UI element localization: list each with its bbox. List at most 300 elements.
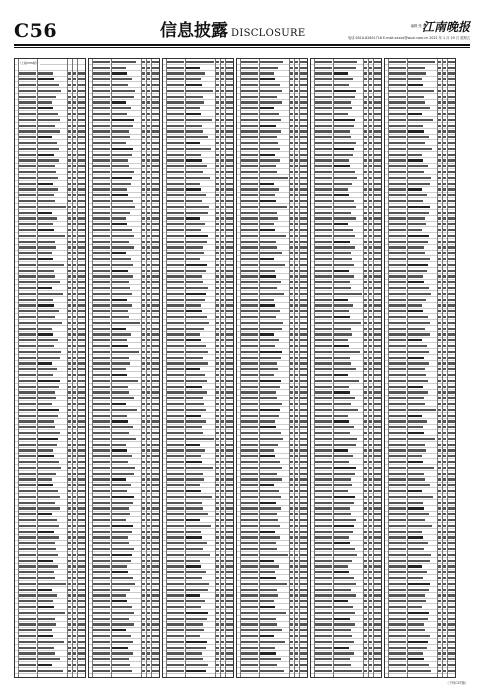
table-cell (147, 536, 150, 538)
table-cell (221, 107, 224, 109)
table-cell (221, 444, 224, 446)
table-cell (38, 217, 57, 219)
table-cell (408, 502, 423, 504)
table-cell (19, 589, 36, 591)
table-cell (226, 386, 233, 388)
table-cell (408, 299, 426, 301)
table-cell (448, 183, 455, 185)
table-cell (152, 484, 159, 486)
table-cell (186, 629, 204, 631)
table-cell (78, 426, 85, 428)
table-cell (315, 299, 332, 301)
table-cell (142, 136, 145, 138)
table-cell (78, 275, 85, 277)
table-cell (438, 194, 441, 196)
table-cell (443, 542, 446, 544)
table-cell (295, 461, 298, 463)
table-cell (19, 96, 36, 98)
table-cell (226, 235, 233, 237)
table-cell (112, 467, 135, 469)
table-cell (334, 229, 353, 231)
table-cell (334, 206, 356, 208)
table-cell (241, 90, 258, 92)
table-cell (73, 554, 76, 556)
table-cell (19, 136, 36, 138)
table-cell (147, 664, 150, 666)
table-cell (226, 223, 233, 225)
table-cell (364, 658, 367, 660)
table-cell (241, 223, 258, 225)
table-cell (152, 316, 159, 318)
table-cell (221, 560, 224, 562)
table-cell (389, 670, 406, 672)
table-cell (443, 125, 446, 127)
table-cell (152, 577, 159, 579)
table-cell (152, 194, 159, 196)
table-cell (68, 101, 71, 103)
table-cell (19, 438, 36, 440)
table-cell (300, 310, 307, 312)
table-cell (389, 223, 406, 225)
table-cell (68, 432, 71, 434)
table-cell (438, 368, 441, 370)
table-cell (369, 275, 372, 277)
table-cell (300, 403, 307, 405)
table-cell (216, 351, 219, 353)
table-cell (295, 415, 298, 417)
table-cell (389, 658, 406, 660)
table-cell (315, 415, 332, 417)
table-cell (438, 200, 441, 202)
table-cell (290, 125, 293, 127)
table-cell (260, 275, 276, 277)
table-cell (73, 136, 76, 138)
table-cell (300, 258, 307, 260)
table-cell (295, 229, 298, 231)
table-cell (68, 84, 71, 86)
table-cell (68, 652, 71, 654)
table-cell (93, 571, 110, 573)
table-cell (152, 658, 159, 660)
table-cell (19, 188, 36, 190)
table-cell (19, 142, 36, 144)
table-cell (334, 583, 356, 585)
table-cell (186, 571, 206, 573)
table-cell (186, 623, 203, 625)
table-cell (408, 84, 423, 86)
table-cell (186, 217, 200, 219)
table-cell (112, 235, 134, 237)
table-cell (78, 177, 85, 179)
table-cell (142, 287, 145, 289)
table-cell (142, 368, 145, 370)
table-cell (300, 380, 307, 382)
table-cell (448, 339, 455, 341)
table-cell (142, 432, 145, 434)
table-cell (78, 188, 85, 190)
table-cell (369, 130, 372, 132)
table-cell (295, 142, 298, 144)
table-cell (448, 473, 455, 475)
table-cell (221, 490, 224, 492)
table-cell (334, 241, 350, 243)
table-cell (241, 275, 258, 277)
table-cell (300, 275, 307, 277)
table-cell (290, 235, 293, 237)
table-cell (260, 374, 274, 376)
table-cell (408, 61, 435, 63)
table-cell (93, 426, 110, 428)
table-cell (443, 513, 446, 515)
table-cell (260, 652, 276, 654)
table-cell (19, 223, 36, 225)
table-cell (142, 386, 145, 388)
table-cell (443, 623, 446, 625)
table-cell (142, 217, 145, 219)
table-cell (374, 536, 381, 538)
table-cell (260, 629, 282, 631)
table-cell (147, 200, 150, 202)
table-cell (438, 525, 441, 527)
table-cell (186, 78, 201, 80)
table-cell (68, 438, 71, 440)
table-cell (221, 449, 224, 451)
table-cell (448, 577, 455, 579)
table-cell (226, 322, 233, 324)
table-cell (147, 589, 150, 591)
table-cell (221, 484, 224, 486)
table-cell (226, 664, 233, 666)
table-cell (19, 304, 36, 306)
table-cell (374, 560, 381, 562)
table-cell (369, 310, 372, 312)
table-cell (374, 386, 381, 388)
table-cell (93, 130, 110, 132)
table-cell (142, 90, 145, 92)
table-cell (78, 473, 85, 475)
table-cell (78, 502, 85, 504)
table-cell (408, 281, 424, 283)
table-cell (221, 380, 224, 382)
table-cell (408, 531, 422, 533)
table-cell (186, 386, 202, 388)
table-cell (448, 281, 455, 283)
table-cell (78, 293, 85, 295)
table-cell (68, 618, 71, 620)
table-cell (152, 571, 159, 573)
table-cell (147, 647, 150, 649)
table-cell (315, 507, 332, 509)
table-cell (147, 455, 150, 457)
table-cell (290, 96, 293, 98)
table-cell (68, 391, 71, 393)
table-cell (142, 577, 145, 579)
table-cell (241, 339, 258, 341)
table-cell (152, 287, 159, 289)
table-cell (78, 223, 85, 225)
table-cell (408, 589, 429, 591)
table-cell (448, 275, 455, 277)
table-cell (68, 467, 71, 469)
table-cell (73, 310, 76, 312)
table-cell (167, 252, 184, 254)
table-cell (300, 589, 307, 591)
table-cell (241, 641, 258, 643)
table-cell (38, 281, 60, 283)
table-cell (448, 606, 455, 608)
table-cell (186, 484, 200, 486)
table-cell (216, 78, 219, 80)
table-cell (93, 310, 110, 312)
table-cell (38, 183, 53, 185)
table-cell (389, 391, 406, 393)
table-cell (93, 589, 110, 591)
table-cell (152, 478, 159, 480)
table-cell (226, 641, 233, 643)
table-cell (147, 409, 150, 411)
table-cell (152, 536, 159, 538)
table-cell (315, 426, 332, 428)
table-cell (334, 270, 349, 272)
table-cell (369, 229, 372, 231)
table-cell (142, 84, 145, 86)
table-cell (73, 113, 76, 115)
table-cell (374, 61, 381, 63)
table-cell (167, 577, 184, 579)
table-cell (186, 612, 208, 614)
table-cell (364, 432, 367, 434)
table-cell (408, 652, 423, 654)
table-cell (19, 374, 36, 376)
table-cell (300, 629, 307, 631)
table-cell (38, 525, 59, 527)
table-cell (38, 304, 54, 306)
table-cell (241, 362, 258, 364)
table-cell (369, 432, 372, 434)
table-cell (408, 391, 428, 393)
table-cell (438, 565, 441, 567)
table-cell (374, 217, 381, 219)
table-cell (167, 502, 184, 504)
table-cell (112, 125, 133, 127)
table-cell (152, 594, 159, 596)
table-cell (364, 502, 367, 504)
table-cell (68, 397, 71, 399)
table-cell (186, 270, 206, 272)
table-cell (93, 194, 110, 196)
table-cell (78, 171, 85, 173)
table-cell (408, 560, 430, 562)
table-cell (241, 507, 258, 509)
table-cell (241, 536, 258, 538)
table-cell (438, 258, 441, 260)
table-cell (389, 531, 406, 533)
table-cell (369, 594, 372, 596)
table-cell (260, 84, 280, 86)
table-cell (374, 183, 381, 185)
table-cell (221, 159, 224, 161)
table-cell (295, 223, 298, 225)
table-cell (315, 536, 332, 538)
table-cell (19, 241, 36, 243)
table-cell (369, 618, 372, 620)
table-cell (73, 142, 76, 144)
table-cell (93, 594, 110, 596)
table-cell (443, 652, 446, 654)
table-cell (290, 368, 293, 370)
table-cell (334, 154, 353, 156)
table-cell (152, 339, 159, 341)
table-cell (152, 235, 159, 237)
table-cell (364, 374, 367, 376)
table-cell (216, 560, 219, 562)
table-cell (147, 531, 150, 533)
table-cell (241, 177, 258, 179)
table-cell (241, 293, 258, 295)
table-cell (290, 362, 293, 364)
table-cell (142, 473, 145, 475)
table-cell (443, 148, 446, 150)
table-cell (112, 560, 131, 562)
table-cell (142, 420, 145, 422)
table-cell (369, 357, 372, 359)
table-cell (216, 339, 219, 341)
table-cell (142, 594, 145, 596)
table-cell (142, 304, 145, 306)
table-cell (221, 583, 224, 585)
table-cell (221, 90, 224, 92)
table-cell (186, 565, 201, 567)
table-cell (438, 351, 441, 353)
table-cell (112, 333, 131, 335)
table-cell (448, 223, 455, 225)
table-cell (334, 629, 351, 631)
table-cell (448, 542, 455, 544)
table-cell (315, 647, 332, 649)
table-cell (221, 589, 224, 591)
table-cell (221, 281, 224, 283)
table-cell (408, 409, 436, 411)
table-cell (152, 328, 159, 330)
table-cell (438, 322, 441, 324)
table-cell (334, 565, 348, 567)
table-cell (295, 188, 298, 190)
table-cell (443, 287, 446, 289)
table-cell (226, 449, 233, 451)
table-cell (369, 473, 372, 475)
table-cell (241, 96, 258, 98)
table-cell (241, 647, 258, 649)
table-cell (93, 455, 110, 457)
table-cell (226, 554, 233, 556)
table-cell (112, 96, 134, 98)
table-cell (300, 391, 307, 393)
table-cell (448, 241, 455, 243)
table-cell (167, 136, 184, 138)
table-cell (389, 90, 406, 92)
table-cell (73, 241, 76, 243)
table-cell (93, 641, 110, 643)
table-cell (68, 426, 71, 428)
table-cell (408, 641, 428, 643)
table-cell (167, 310, 184, 312)
table-cell (152, 420, 159, 422)
table-cell (226, 212, 233, 214)
table-cell (364, 618, 367, 620)
table-cell (147, 513, 150, 515)
table-cell (68, 148, 71, 150)
table-cell (260, 612, 286, 614)
table-cell (73, 96, 76, 98)
table-cell (364, 183, 367, 185)
table-cell (443, 188, 446, 190)
table-cell (389, 513, 406, 515)
table-cell (93, 554, 110, 556)
table-cell (438, 90, 441, 92)
table-cell (93, 258, 110, 260)
table-cell (147, 258, 150, 260)
table-cell (369, 531, 372, 533)
table-cell (68, 658, 71, 660)
table-cell (142, 647, 145, 649)
table-cell (300, 357, 307, 359)
table-cell (142, 635, 145, 637)
table-cell (147, 362, 150, 364)
table-cell (93, 322, 110, 324)
table-cell (73, 641, 76, 643)
table-cell (448, 188, 455, 190)
table-cell (260, 583, 287, 585)
table-cell (152, 159, 159, 161)
table-cell (73, 606, 76, 608)
table-cell (260, 183, 274, 185)
table-cell (68, 183, 71, 185)
table-cell (408, 357, 424, 359)
table-cell (295, 165, 298, 167)
table-cell (438, 159, 441, 161)
table-cell (290, 594, 293, 596)
table-cell (315, 670, 332, 672)
table-cell (68, 136, 71, 138)
table-cell (147, 61, 150, 63)
table-cell (448, 61, 455, 63)
table-cell (438, 72, 441, 74)
table-cell (364, 217, 367, 219)
table-cell (369, 96, 372, 98)
table-cell (147, 606, 150, 608)
table-cell (112, 531, 132, 533)
table-cell (315, 629, 332, 631)
table-cell (408, 322, 430, 324)
table-cell (142, 554, 145, 556)
table-cell (290, 304, 293, 306)
table-cell (334, 571, 349, 573)
table-cell (152, 496, 159, 498)
table-cell (152, 444, 159, 446)
table-cell (167, 531, 184, 533)
table-cell (73, 183, 76, 185)
table-cell (19, 554, 36, 556)
table-cell (443, 658, 446, 660)
table-cell (241, 107, 258, 109)
table-cell (93, 496, 110, 498)
table-cell (221, 246, 224, 248)
table-cell (186, 125, 202, 127)
table-cell (448, 357, 455, 359)
table-cell (93, 415, 110, 417)
table-cell (448, 235, 455, 237)
table-cell (408, 525, 432, 527)
